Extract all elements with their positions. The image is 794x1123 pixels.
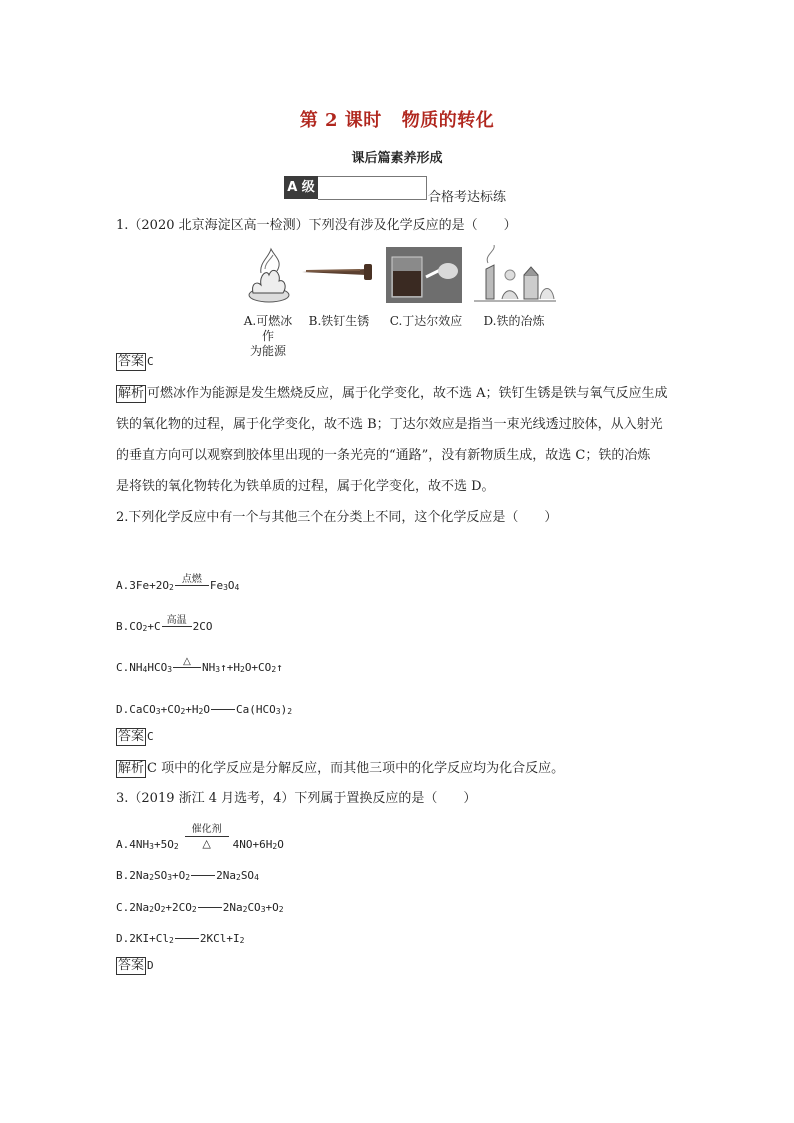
- analysis-tag: 解析: [118, 386, 145, 401]
- q1-answer-value: C: [147, 355, 154, 368]
- q2-d-condition: [211, 709, 235, 716]
- q3-d-s1: 2: [169, 936, 174, 945]
- q3-a-l2: +5O: [153, 838, 174, 851]
- q2-d-label: D.: [116, 703, 130, 716]
- q3-c-s5: 3: [260, 905, 266, 914]
- q2-b-label: B.: [116, 620, 130, 633]
- q3-option-d: [116, 925, 244, 945]
- q2-stem: 2.下列化学反应中有一个与其他三个在分类上不同，这个化学反应是（ ）: [116, 510, 558, 525]
- q3-b-s5: 4: [254, 873, 259, 882]
- q2-b-left: CO: [129, 620, 143, 633]
- tyndall-beaker-image: [386, 247, 462, 303]
- q3-d-condition: [175, 938, 199, 945]
- q2-c-s4: 2: [239, 665, 245, 674]
- q3-a-cond-top: 催化剂: [191, 824, 222, 835]
- q2-a-left: 3Fe+2O: [129, 579, 169, 592]
- q3-option-b: [116, 862, 259, 882]
- q2-c-l2: HCO: [147, 661, 168, 674]
- q2-c-left: NH: [129, 661, 143, 674]
- q3-c-s2: 2: [160, 905, 166, 914]
- q3-b-label: B.: [116, 869, 130, 882]
- q2-a-s1: 2: [169, 583, 174, 592]
- q2-c-cond-text: △: [183, 656, 191, 667]
- q3-c-s4: 2: [242, 905, 248, 914]
- q2-b-cond-text: 高温: [166, 615, 187, 626]
- q2-c-s2: 3: [167, 665, 173, 674]
- q2-d-s5: 2: [287, 707, 293, 716]
- q2-c-bar: [173, 667, 201, 668]
- q2-a-condition: [175, 574, 209, 592]
- q3-d-label: D.: [116, 932, 130, 945]
- q3-c-r2: CO: [247, 901, 261, 914]
- q1-analysis-line1: [116, 384, 668, 404]
- q3-b-s1: 2: [149, 873, 154, 882]
- q2-d-bar: [211, 709, 235, 710]
- q2-option-a: [116, 572, 239, 592]
- q3-c-s1: 2: [149, 905, 154, 914]
- q2-a-bar: [175, 585, 209, 586]
- q3-option-c: [116, 894, 284, 914]
- q2-d-r2: ): [280, 703, 288, 716]
- q3-a-s2: 2: [173, 842, 179, 851]
- q1-option-d: D.铁的冶炼: [483, 314, 545, 328]
- q3-d-right: 2KCl+I: [199, 932, 240, 945]
- q2-c-r2: ↑+H: [220, 661, 240, 674]
- q2-b-condition: [162, 615, 192, 633]
- q3-b-left: 2Na: [129, 869, 150, 882]
- q2-answer-value: C: [147, 730, 154, 743]
- q2-a-r2: O: [227, 579, 235, 592]
- lesson-number: 第 2 课时: [299, 110, 382, 131]
- q2-c-label: C.: [116, 661, 130, 674]
- q2-a-s2: 3: [223, 583, 228, 592]
- q1-answer-line: [116, 352, 154, 372]
- q2-a-cond-text: 点燃: [181, 574, 202, 585]
- q2-a-s3: 4: [234, 583, 240, 592]
- level-label: 合格考达标练: [428, 190, 507, 205]
- q3-c-left: 2Na: [129, 901, 150, 914]
- q1-analysis-line3: 的垂直方向可以观察到胶体里出现的一条光亮的“通路”，没有新物质生成，故选 C；铁的冶炼: [116, 448, 651, 463]
- q3-a-s1: 3: [149, 842, 154, 851]
- q2-c-s1: 4: [142, 665, 148, 674]
- q3-b-bar: [191, 875, 215, 876]
- q2-d-l2: +CO: [160, 703, 181, 716]
- q1-stem: 1.（2020 北京海淀区高一检测）下列没有涉及化学反应的是（ ）: [116, 218, 517, 233]
- q2-d-l4: O: [203, 703, 210, 716]
- q3-c-r3: +O: [265, 901, 279, 914]
- q1-option-b: B.铁钉生锈: [308, 314, 370, 328]
- q3-answer-value: D: [147, 959, 154, 972]
- q2-d-right: Ca(HCO: [235, 703, 276, 716]
- q1-option-c: C.丁达尔效应: [389, 314, 463, 328]
- q2-c-s3: 3: [215, 665, 221, 674]
- q1-option-a: [238, 314, 298, 359]
- q1-option-a-line2: 为能源: [249, 344, 286, 358]
- q2-b-bar: [162, 626, 192, 627]
- q2-b-mid: +C: [147, 620, 161, 633]
- q2-c-condition: [173, 656, 201, 674]
- q3-c-s3: 2: [191, 905, 197, 914]
- q1-analysis-text1: 可燃冰作为能源是发生燃烧反应，属于化学变化，故不选 A；铁钉生锈是铁与氧气反应生成: [147, 386, 668, 401]
- q3-b-l3: +O: [172, 869, 186, 882]
- q3-a-cond-bottom: △: [202, 837, 211, 850]
- q2-option-c: [116, 654, 283, 674]
- q3-c-label: C.: [116, 901, 130, 914]
- q3-b-l2: SO: [153, 869, 168, 882]
- page-title: [0, 106, 794, 132]
- q3-d-left: 2KI+Cl: [129, 932, 169, 945]
- answer-tag: 答案: [118, 354, 145, 369]
- q1-option-a-line1: A.可燃冰作: [243, 314, 293, 343]
- q2-a-right: Fe: [209, 579, 224, 592]
- level-box: [318, 176, 427, 200]
- nail-image: [300, 262, 380, 282]
- q3-option-a: [116, 817, 284, 851]
- q3-a-r2: O: [277, 838, 284, 851]
- q3-a-s3: 2: [272, 842, 278, 851]
- q3-a-left: 4NH: [129, 838, 150, 851]
- q2-b-s1: 2: [142, 624, 148, 633]
- q2-analysis-line: [116, 759, 564, 779]
- q2-d-s4: 3: [275, 707, 281, 716]
- q3-answer-line: [116, 956, 154, 976]
- q3-b-right: 2Na: [216, 869, 236, 882]
- q3-c-condition: [198, 907, 222, 914]
- answer-tag: 答案: [118, 958, 145, 973]
- q3-b-s3: 2: [185, 873, 191, 882]
- q2-c-r3: O+CO: [244, 661, 272, 674]
- q3-a-condition: [185, 824, 229, 851]
- q3-b-condition: [191, 875, 215, 882]
- q3-c-l3: +2CO: [165, 901, 192, 914]
- q3-b-r2: SO: [240, 869, 255, 882]
- q3-b-s4: 2: [235, 873, 241, 882]
- q3-c-bar: [198, 907, 222, 908]
- q2-a-label: A.: [116, 579, 130, 592]
- q1-analysis-line2: 铁的氧化物的过程，属于化学变化，故不选 B；丁达尔效应是指当一束光线透过胶体，从入射光: [116, 417, 663, 432]
- q2-d-l3: +H: [185, 703, 199, 716]
- q1-analysis-line4: 是将铁的氧化物转化为铁单质的过程，属于化学变化，故不选 D。: [116, 479, 495, 494]
- q2-d-s1: 3: [155, 707, 161, 716]
- q2-d-left: CaCO: [129, 703, 156, 716]
- q2-d-s2: 2: [180, 707, 186, 716]
- q3-c-s6: 2: [278, 905, 284, 914]
- q2-d-s3: 2: [198, 707, 204, 716]
- q3-b-s2: 3: [167, 873, 173, 882]
- q3-c-l2: O: [153, 901, 161, 914]
- q2-analysis-text: C 项中的化学反应是分解反应，而其他三项中的化学反应均为化合反应。: [147, 761, 565, 776]
- q2-c-s5: 2: [271, 665, 277, 674]
- section-subtitle: 课后篇素养形成: [351, 151, 443, 166]
- level-badge: A 级: [284, 176, 318, 199]
- q3-d-s2: 2: [239, 936, 245, 945]
- q2-b-right: 2CO: [192, 620, 213, 633]
- flame-image: [243, 245, 295, 305]
- answer-tag: 答案: [118, 729, 145, 744]
- q2-c-r4: ↑: [276, 661, 283, 674]
- q3-a-label: A.: [116, 838, 130, 851]
- q3-a-right: 4NO+6H: [232, 838, 273, 851]
- q2-answer-line: [116, 727, 154, 747]
- lesson-topic: 物质的转化: [401, 110, 495, 131]
- analysis-tag: 解析: [118, 761, 145, 776]
- q2-c-r1: NH: [202, 661, 216, 674]
- q3-c-right: 2Na: [222, 901, 243, 914]
- q3-stem: 3.（2019 浙江 4 月选考，4）下列属于置换反应的是（ ）: [116, 791, 477, 806]
- smelting-image: [474, 245, 556, 305]
- q2-option-b: [116, 613, 212, 633]
- q2-option-d: [116, 696, 292, 716]
- q3-d-bar: [175, 938, 199, 939]
